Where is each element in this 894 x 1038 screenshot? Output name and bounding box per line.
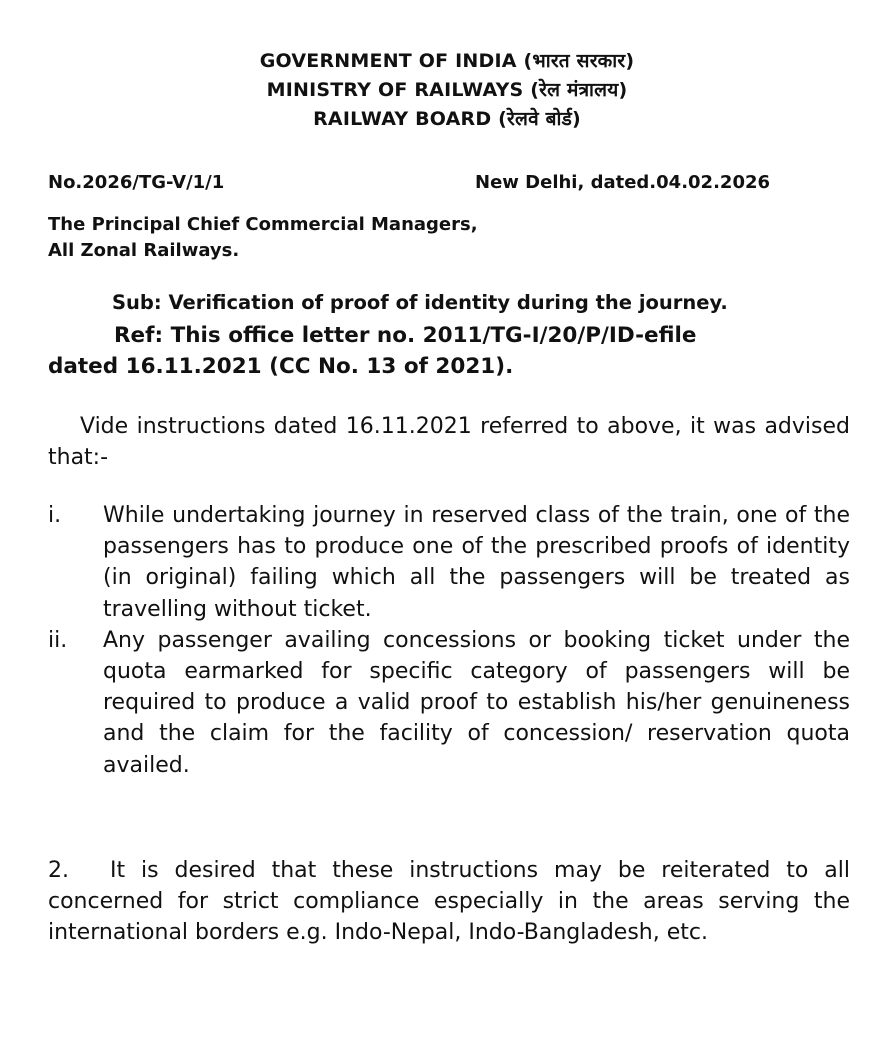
letterhead-line-board [0,105,894,134]
addressee-line-1: The Principal Chief Commercial Managers, [48,214,478,235]
letterhead-line-ministry [0,76,894,105]
letterhead-board-hi: (रेलवे बोर्ड) [498,108,581,130]
letter-number: No.2026/TG-V/1/1 [48,172,225,193]
addressee-line-2: All Zonal Railways. [48,240,240,261]
letterhead-board-en: RAILWAY BOARD [313,108,492,130]
letterhead-ministry-hi: (रेल मंत्रालय) [530,79,628,101]
paragraph-2 [48,855,850,949]
letterhead [0,47,894,134]
instruction-item [48,625,850,781]
paragraph-number: 2. [48,858,69,883]
intro-paragraph [48,411,850,473]
instruction-text: While undertaking journey in reserved class of the train, one of the passengers has to produce one of the prescribed proofs of identity (in original) failing which all the passengers will be treated as travelling without ticket. [103,503,850,622]
letterhead-line-government [0,47,894,76]
instruction-text: Any passenger availing concessions or booking ticket under the quota earmarked for specific category of passengers will be required to produce a valid proof to establish his/her genuineness and the claim for the facility of concession/ reservation quota availed. [103,627,850,778]
intro-text: Vide instructions dated 16.11.2021 referred to above, it was advised that:- [48,414,850,471]
letterhead-government-en: GOVERNMENT OF INDIA [259,50,517,72]
reference-line-2: dated 16.11.2021 (CC No. 13 of 2021). [48,354,514,379]
paragraph-2-text: It is desired that these instructions may be reiterated to all concerned for strict compliance especially in the areas serving the international borders e.g. Indo-Nepal, Indo-Bangladesh, etc. [48,858,850,946]
subject-line: Sub: Verification of proof of identity during the journey. [112,291,728,314]
instruction-list [48,500,850,781]
instruction-item [48,500,850,625]
reference-block [48,320,838,382]
addressee [48,212,478,264]
letterhead-government-hi: (भारत सरकार) [523,50,635,72]
instruction-number: ii. [48,627,68,653]
reference-line-1: Ref: This office letter no. 2011/TG-I/20/P/ID-efile [114,323,697,348]
letterhead-ministry-en: MINISTRY OF RAILWAYS [266,79,524,101]
instruction-number: i. [48,503,62,528]
place-and-date: New Delhi, dated.04.02.2026 [475,172,771,193]
